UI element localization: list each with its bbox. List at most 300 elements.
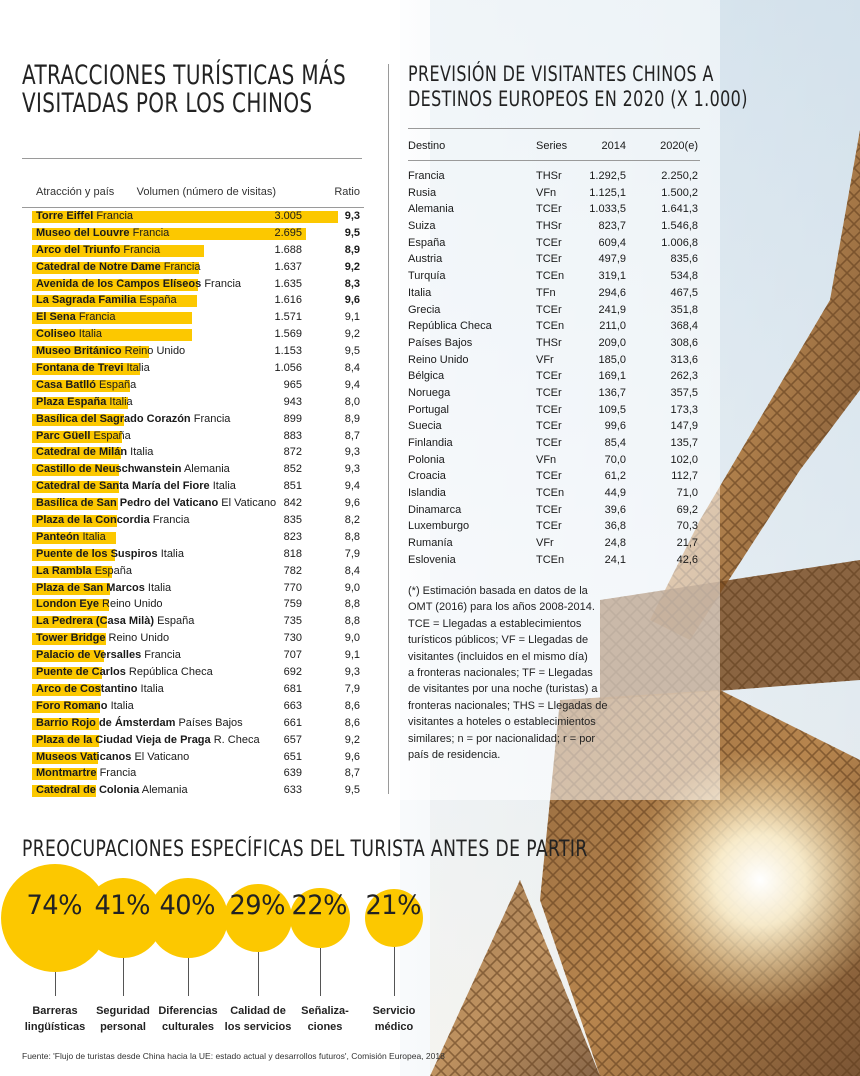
attraction-country: Francia: [123, 243, 161, 256]
attractions-header-volume: Volumen (número de visitas): [136, 186, 276, 198]
forecast-row: [408, 435, 700, 452]
attraction-volume: 639: [283, 767, 302, 780]
attraction-volume: 770: [283, 581, 302, 594]
forecast-destino: Portugal: [408, 403, 449, 416]
attraction-label: [36, 444, 153, 461]
forecast-2014: 24,1: [604, 553, 626, 566]
attractions-header-rule: [22, 207, 364, 208]
attraction-country: Francia: [78, 311, 116, 324]
attraction-label: [36, 225, 169, 242]
attraction-volume: 759: [283, 598, 302, 611]
attraction-country: Alemania: [141, 784, 188, 797]
concern-stem: [55, 972, 56, 996]
attraction-name: Plaza España: [36, 395, 107, 408]
attraction-name: Casa Batlló: [36, 378, 96, 391]
attraction-country: Italia: [212, 480, 236, 493]
concern-percent: 41%: [94, 890, 151, 921]
forecast-rows: [408, 168, 700, 569]
attraction-volume: 3.005: [274, 210, 302, 222]
forecast-2014: 136,7: [598, 386, 626, 399]
forecast-destino: Luxemburgo: [408, 520, 470, 533]
attraction-volume: 1.569: [274, 328, 302, 341]
forecast-2014: 211,0: [599, 320, 626, 333]
forecast-2014: 61,2: [604, 470, 626, 483]
forecast-series: THSr: [536, 220, 562, 233]
attraction-country: R. Checa: [213, 733, 260, 746]
attraction-label: [36, 698, 134, 715]
attraction-name: El Sena: [36, 311, 76, 324]
forecast-destino: República Checa: [408, 320, 492, 333]
attraction-volume: 2.695: [274, 226, 302, 239]
forecast-2020: 70,3: [676, 520, 698, 533]
forecast-row: [408, 268, 700, 285]
attraction-label: [36, 478, 236, 495]
forecast-row: [408, 302, 700, 319]
attraction-name: Puente de Carlos: [36, 666, 126, 679]
attraction-label: [36, 596, 163, 613]
attraction-row: [22, 259, 364, 276]
attraction-country: Alemania: [183, 463, 230, 476]
attraction-volume: 1.571: [274, 311, 302, 324]
forecast-destino: España: [408, 236, 446, 249]
attraction-volume: 661: [283, 716, 302, 729]
attraction-volume: 735: [283, 615, 302, 628]
attractions-rows: [22, 208, 364, 799]
attraction-ratio: 9,6: [344, 294, 360, 307]
note-line: (*) Estimación basada en datos de la: [408, 585, 588, 597]
attraction-name: Arco del Triunfo: [36, 243, 121, 256]
attraction-name: Torre Eiffel: [36, 210, 94, 222]
attraction-ratio: 8,6: [344, 716, 360, 729]
attraction-label: [36, 326, 102, 343]
forecast-destino: Finlandia: [408, 437, 453, 449]
forecast-header-2014: 2014: [601, 140, 626, 152]
concern-stem: [258, 952, 259, 996]
attraction-name: La Pedrera (Casa Milà): [36, 615, 154, 628]
attraction-label: [36, 343, 185, 360]
forecast-2014: 24,8: [604, 537, 626, 550]
forecast-row: [408, 418, 700, 435]
forecast-row: [408, 285, 700, 302]
attraction-volume: 835: [283, 514, 302, 527]
concern-stem: [188, 958, 189, 996]
attraction-name: Avenida de los Campos Elíseos: [36, 277, 202, 290]
attraction-row: [22, 512, 364, 529]
attraction-ratio: 8,7: [344, 767, 360, 780]
note-line: visitantes a hoteles o establecimientos: [408, 716, 596, 729]
attraction-country: Italia: [147, 581, 172, 594]
forecast-header-2020: 2020(e): [660, 140, 698, 152]
forecast-2020: 262,3: [670, 370, 698, 383]
forecast-series: TCEr: [536, 420, 562, 433]
attraction-name: Museo del Louvre: [36, 226, 130, 239]
attraction-label: [36, 461, 230, 478]
attraction-label: [36, 664, 213, 681]
concern-label-line1: Servicio: [372, 1005, 416, 1017]
attraction-row: [22, 681, 364, 698]
forecast-destino: Islandia: [408, 487, 446, 500]
forecast-destino: Polonia: [408, 453, 445, 466]
attraction-volume: 681: [283, 682, 302, 695]
forecast-series: TCEr: [536, 470, 562, 483]
forecast-2020: 1.006,8: [661, 236, 698, 249]
concern-label-line2: personal: [100, 1021, 146, 1033]
attraction-ratio: 8,6: [344, 699, 360, 712]
attraction-row: [22, 647, 364, 664]
attraction-ratio: 8,4: [344, 362, 360, 375]
attraction-name: Tower Bridge: [36, 632, 106, 645]
attraction-label: [36, 529, 106, 546]
note-line: OMT (2016) para los años 2008-2014.: [408, 601, 595, 614]
attraction-ratio: 7,9: [344, 682, 360, 695]
attraction-volume: 1.153: [274, 345, 302, 358]
attraction-ratio: 8,0: [344, 395, 360, 408]
forecast-2014: 1.292,5: [589, 170, 626, 182]
attraction-row: [22, 664, 364, 681]
attraction-label: [36, 546, 184, 563]
attraction-country: Italia: [130, 446, 154, 459]
attraction-country: Francia: [99, 767, 137, 780]
attraction-country: España: [94, 564, 133, 577]
forecast-row: [408, 368, 700, 385]
attraction-label: [36, 681, 164, 698]
concern-percent: 40%: [159, 890, 216, 921]
attraction-label: [36, 782, 188, 799]
forecast-2014: 36,8: [604, 520, 626, 533]
concern-percent: 29%: [229, 890, 286, 921]
attraction-ratio: 9,3: [344, 666, 360, 679]
attraction-label: [36, 630, 169, 647]
forecast-2020: 112,7: [671, 470, 698, 483]
attraction-row: [22, 461, 364, 478]
attraction-country: Italia: [109, 395, 133, 408]
forecast-row: [408, 352, 700, 369]
attraction-name: Panteón: [36, 530, 80, 543]
attraction-label: [36, 765, 136, 782]
forecast-series: VFr: [536, 537, 554, 550]
attraction-row: [22, 580, 364, 597]
forecast-header-series: Series: [536, 140, 568, 152]
attraction-ratio: 9,4: [344, 480, 360, 493]
attraction-ratio: 9,6: [344, 750, 360, 763]
forecast-row: [408, 185, 700, 202]
attraction-ratio: 9,5: [344, 784, 360, 797]
attractions-title-line1: ATRACCIONES TURÍSTICAS MÁS: [22, 60, 347, 91]
forecast-series: TCEr: [536, 236, 562, 249]
forecast-destino: Austria: [408, 253, 443, 266]
attractions-title-rule: [22, 158, 362, 159]
attraction-name: La Sagrada Familia: [36, 294, 137, 307]
attraction-row: [22, 630, 364, 647]
attraction-country: España: [139, 294, 177, 307]
attraction-ratio: 9,4: [344, 378, 360, 391]
attraction-name: Plaza de San Marcos: [36, 581, 145, 594]
attraction-label: [36, 292, 177, 309]
forecast-2014: 169,1: [598, 370, 626, 383]
forecast-2014: 609,4: [598, 236, 626, 249]
attraction-name: Castillo de Neuschwanstein: [36, 463, 182, 476]
attraction-row: [22, 444, 364, 461]
attraction-ratio: 8,8: [344, 615, 360, 628]
attraction-ratio: 8,2: [344, 514, 360, 527]
forecast-2020: 2.250,2: [661, 170, 698, 182]
attraction-volume: 1.056: [274, 362, 302, 375]
attraction-row: [22, 394, 364, 411]
forecast-2020: 313,6: [670, 353, 698, 366]
concerns-title: PREOCUPACIONES ESPECÍFICAS DEL TURISTA ANTES DE PARTIR: [22, 837, 588, 862]
forecast-series: TCEr: [536, 403, 562, 416]
attraction-row: [22, 360, 364, 377]
note-line: fronteras nacionales; THS = Llegadas de: [408, 699, 608, 712]
forecast-2014: 1.125,1: [589, 186, 626, 199]
forecast-2020: 147,9: [670, 420, 698, 433]
attraction-row: [22, 782, 364, 799]
forecast-destino: Rusia: [408, 186, 437, 199]
attraction-volume: 707: [283, 649, 302, 662]
attraction-volume: 782: [283, 564, 302, 577]
attraction-name: Puente de los Suspiros: [36, 547, 158, 560]
forecast-series: TCEr: [536, 386, 562, 399]
attraction-row: [22, 765, 364, 782]
attraction-row: [22, 546, 364, 563]
forecast-2014: 294,6: [598, 286, 626, 299]
attraction-name: Arco de Costantino: [36, 682, 138, 695]
attraction-name: Plaza de la Concordia: [36, 514, 150, 527]
forecast-series: TCEr: [536, 370, 562, 383]
forecast-2014: 497,9: [598, 253, 626, 266]
attraction-volume: 633: [283, 784, 302, 797]
forecast-row: [408, 318, 700, 335]
attraction-label: [36, 495, 276, 512]
attraction-country: Italia: [126, 362, 150, 375]
attraction-ratio: 7,9: [344, 547, 360, 560]
forecast-title-line2: DESTINOS EUROPEOS EN 2020 (X 1.000): [408, 87, 748, 112]
attraction-country: Reino Unido: [124, 345, 186, 358]
attraction-label: [36, 613, 194, 630]
attraction-row: [22, 377, 364, 394]
attraction-volume: 842: [283, 497, 302, 510]
attraction-volume: 1.637: [274, 260, 302, 273]
concern-label-line1: Diferencias: [158, 1005, 218, 1017]
attractions-header-name: Atracción y país: [36, 186, 115, 198]
concern-stem: [394, 947, 395, 996]
forecast-destino: Rumanía: [408, 537, 453, 550]
attraction-volume: 657: [283, 733, 302, 746]
forecast-2014: 209,0: [598, 336, 626, 349]
forecast-row: [408, 402, 700, 419]
forecast-title: [408, 62, 748, 112]
forecast-2014: 44,9: [604, 487, 626, 500]
attraction-name: Basílica de San Pedro del Vaticano: [36, 497, 219, 510]
attraction-country: Reino Unido: [102, 598, 163, 611]
attraction-name: Barrio Rojo de Ámsterdam: [36, 716, 176, 729]
attraction-label: [36, 377, 136, 394]
attraction-row: [22, 715, 364, 732]
attraction-ratio: 8,4: [344, 564, 360, 577]
attraction-name: Catedral de Santa María del Fiore: [36, 480, 210, 493]
forecast-note: [408, 583, 628, 763]
attraction-name: Basílica del Sagrado Corazón: [36, 412, 191, 425]
forecast-2020: 1.500,2: [661, 186, 698, 199]
note-line: de visitantes por una noche (turistas) a: [408, 683, 598, 696]
forecast-row: [408, 218, 700, 235]
attraction-volume: 872: [283, 446, 302, 459]
attraction-row: [22, 596, 364, 613]
note-line: país de residencia.: [408, 749, 501, 762]
attraction-row: [22, 411, 364, 428]
attraction-row: [22, 208, 364, 225]
attraction-row: [22, 428, 364, 445]
attraction-row: [22, 698, 364, 715]
attraction-label: [36, 242, 160, 259]
forecast-2014: 823,7: [598, 220, 626, 233]
column-divider: [388, 64, 389, 794]
forecast-2014: 241,9: [598, 303, 626, 316]
note-line: TCE = Llegadas a establecimientos: [408, 617, 582, 630]
forecast-header-destino: Destino: [408, 140, 446, 152]
concern-label-line2: los servicios: [224, 1021, 292, 1033]
attraction-volume: 823: [283, 530, 302, 543]
forecast-2020: 173,3: [670, 403, 698, 416]
attraction-row: [22, 613, 364, 630]
concern-stem: [320, 948, 321, 996]
forecast-2014: 70,0: [604, 453, 626, 466]
attraction-row: [22, 309, 364, 326]
attraction-volume: 943: [283, 395, 302, 408]
forecast-row: [408, 535, 700, 552]
forecast-row: [408, 251, 700, 268]
forecast-2020: 835,6: [670, 253, 698, 266]
attraction-volume: 818: [283, 547, 302, 560]
attraction-label: [36, 208, 133, 225]
forecast-2014: 185,0: [598, 353, 626, 366]
forecast-row: [408, 385, 700, 402]
forecast-2020: 1.546,8: [661, 220, 698, 233]
attraction-row: [22, 326, 364, 343]
attraction-volume: 852: [283, 463, 302, 476]
attraction-country: Francia: [144, 649, 181, 662]
forecast-2020: 368,4: [670, 320, 698, 333]
attraction-volume: 899: [283, 412, 302, 425]
attraction-row: [22, 563, 364, 580]
forecast-2014: 99,6: [604, 420, 626, 433]
attraction-country: Francia: [204, 277, 242, 290]
forecast-row: [408, 552, 700, 569]
concern-label-line1: Barreras: [32, 1005, 78, 1017]
attraction-label: [36, 732, 260, 749]
attraction-country: España: [93, 429, 131, 442]
attraction-country: El Vaticano: [221, 497, 277, 510]
forecast-2014: 85,4: [604, 437, 626, 449]
attraction-name: Palacio de Versalles: [36, 649, 142, 662]
concern-label-line2: ciones: [307, 1021, 343, 1033]
attraction-label: [36, 749, 189, 766]
attraction-country: España: [157, 615, 195, 628]
attraction-name: Foro Romano: [36, 699, 108, 712]
note-line: a fronteras nacionales; TF = Llegadas: [408, 667, 593, 680]
attraction-volume: 965: [283, 378, 302, 391]
forecast-row: [408, 518, 700, 535]
forecast-series: TCEr: [536, 503, 562, 516]
attraction-ratio: 9,6: [344, 497, 360, 510]
attraction-row: [22, 242, 364, 259]
attraction-row: [22, 749, 364, 766]
attraction-country: Francia: [193, 412, 231, 425]
attraction-ratio: 9,1: [344, 649, 360, 662]
attraction-label: [36, 580, 171, 597]
concern-label-line2: médico: [374, 1021, 414, 1033]
forecast-2020: 351,8: [670, 303, 698, 316]
attraction-label: [36, 309, 116, 326]
attraction-country: Italia: [160, 547, 184, 560]
attraction-country: Italia: [82, 530, 106, 543]
note-line: turísticos públicos; VF = Llegadas de: [408, 634, 589, 647]
attraction-country: Reino Unido: [108, 632, 170, 645]
concern-label-line1: Calidad de: [230, 1005, 286, 1017]
forecast-destino: Italia: [408, 286, 432, 299]
forecast-destino: Noruega: [408, 386, 451, 399]
forecast-2020: 534,8: [670, 270, 698, 283]
concern-percent: 22%: [291, 890, 348, 921]
attraction-label: [36, 276, 241, 293]
attraction-row: [22, 276, 364, 293]
forecast-row: [408, 502, 700, 519]
forecast-2020: 69,2: [676, 503, 698, 516]
forecast-2020: 71,0: [676, 487, 698, 500]
forecast-series: THSr: [536, 336, 562, 349]
forecast-2020: 357,5: [670, 386, 698, 399]
attraction-ratio: 8,8: [344, 598, 360, 611]
attraction-row: [22, 225, 364, 242]
attraction-country: Francia: [132, 226, 170, 239]
attraction-ratio: 9,0: [344, 581, 360, 594]
attraction-country: Países Bajos: [178, 716, 243, 729]
forecast-destino: Alemania: [408, 203, 454, 216]
attraction-ratio: 8,8: [344, 530, 360, 543]
forecast-series: TCEr: [536, 437, 562, 449]
attractions-header-ratio: Ratio: [334, 186, 360, 198]
attraction-ratio: 9,5: [344, 226, 360, 239]
forecast-destino: Turquía: [408, 270, 446, 283]
forecast-row: [408, 485, 700, 502]
forecast-2014: 1.033,5: [589, 203, 626, 216]
attraction-row: [22, 343, 364, 360]
concern-label-line2: lingüísticas: [24, 1021, 86, 1033]
forecast-2014: 319,1: [598, 270, 626, 283]
attraction-name: Catedral de Milán: [36, 446, 128, 459]
forecast-2020: 467,5: [670, 286, 698, 299]
attraction-country: España: [98, 378, 137, 391]
attraction-name: Catedral de Notre Dame: [36, 260, 161, 273]
attraction-ratio: 9,1: [344, 311, 360, 324]
forecast-2020: 42,6: [676, 553, 698, 566]
forecast-series: THSr: [536, 170, 562, 182]
forecast-series: VFr: [536, 353, 554, 366]
attractions-chart: [22, 176, 364, 799]
forecast-destino: Bélgica: [408, 370, 445, 383]
forecast-row: [408, 235, 700, 252]
attraction-country: El Vaticano: [134, 750, 190, 763]
forecast-2020: 135,7: [670, 437, 698, 449]
concern-percent: 21%: [365, 890, 422, 921]
forecast-destino: Grecia: [408, 303, 441, 316]
attraction-row: [22, 478, 364, 495]
attraction-ratio: 8,3: [344, 277, 360, 290]
forecast-series: TCEn: [536, 553, 565, 566]
forecast-series: VFn: [536, 186, 557, 199]
attraction-country: Italia: [140, 682, 164, 695]
forecast-destino: Francia: [408, 170, 445, 182]
